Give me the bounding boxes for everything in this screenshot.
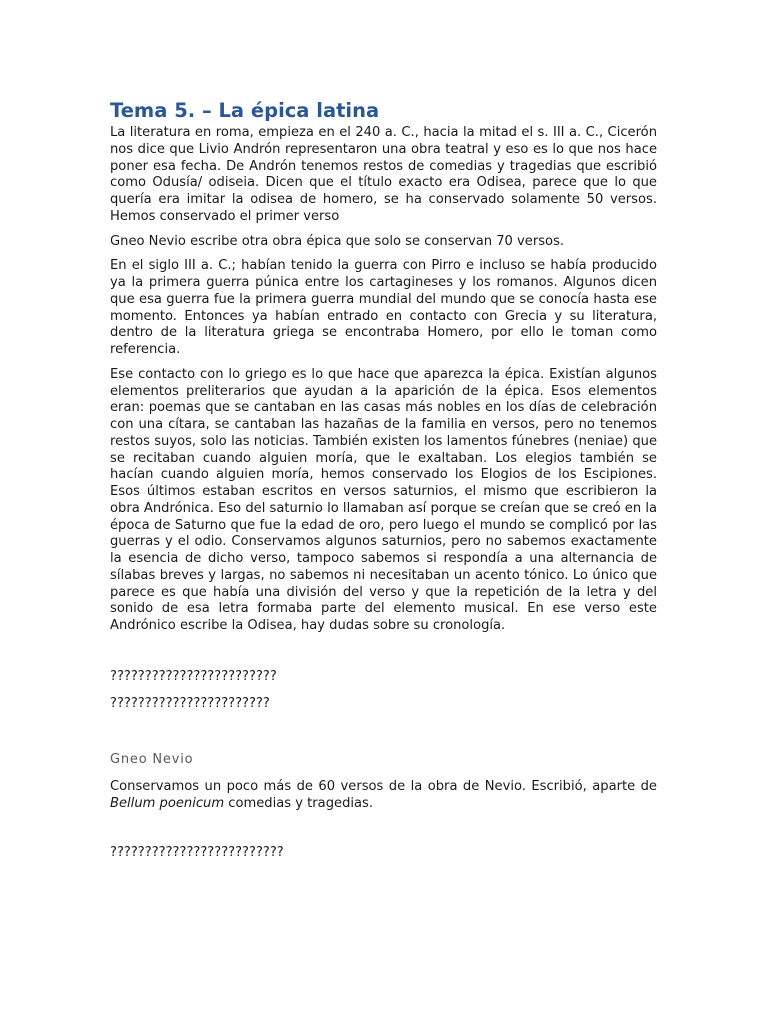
paragraph-nevio-mention: Gneo Nevio escribe otra obra épica que solo se conservan 70 versos. xyxy=(110,233,565,249)
paragraph-nevio-text: Conservamos un poco más de 60 versos de la obra de Nevio. Escribió, aparte de xyxy=(110,779,657,795)
document-title: Tema 5. – La épica latina xyxy=(110,99,380,122)
greek-verse-line: ????????????????????????? xyxy=(110,844,284,860)
work-title-italic: Bellum poenicum xyxy=(110,796,225,811)
greek-verse-line: ???????????????????????? xyxy=(110,668,277,684)
paragraph-intro: La literatura en roma, empieza en el 240 a. C., hacia la mitad el s. III a. C., Cicerón nos dice que Livio Andrón representaron una obra teatral y eso es lo que nos hace poner esa fecha. De Andrón tenemos restos de comedias y tragedias que escribió como Odusía/ odiseia. Dicen que el título exacto era Odisea, parece que lo que quería era imitar la odisea de homero, se ha conservado solamente 50 versos. Hemos conservado el primer verso xyxy=(110,125,657,224)
greek-verse-line: ??????????????????????? xyxy=(110,695,270,711)
paragraph-nevio xyxy=(110,779,657,813)
paragraph-epic-origins: Ese contacto con lo griego es lo que hace que aparezca la épica. Existían algunos elementos preliterarios que ayudan a la aparición de la épica. Esos elementos eran: poemas que se cantaban en las casas más nobles en los días de celebración con una cítara, se cantaban las hazañas de la familia en versos, pero no tenemos restos suyos, solo las noticias. También existen los lamentos fúnebres (neniae) que se recitaban cuando alguien moría, que le exaltaban. Los elegios también se hacían cuando alguien moría, hemos conservado los Elogios de los Escipiones. Esos últimos estaban escritos en versos saturnios, el mismo que escribieron la obra Andrónica. Eso del saturnio lo llamaban así porque se creían que se creó en la época de Saturno que fue la edad de oro, pero luego el mundo se complicó por las guerras y el odio. Conservamos algunos saturnios, pero no sabemos exactamente la esencia de dicho verso, tampoco sabemos si respondía a una alternancia de sílabas breves y largas, no sabemos ni necesitaban un acento tónico. Lo único que parece es que había una división del verso y que la repetición de la letra y del sonido de esa letra formaba parte del elemento musical. En ese verso este Andrónico escribe la Odisea, hay dudas sobre su cronología. xyxy=(110,366,657,633)
document-body xyxy=(110,97,657,872)
paragraph-historical-context: En el siglo III a. C.; habían tenido la guerra con Pirro e incluso se había producido ya la primera guerra púnica entre los cartagineses y los romanos. Algunos dicen que esa guerra fue la primera guerra mundial del mundo que se conocía hasta ese momento. Entonces ya habían entrado en contacto con Grecia y su literatura, dentro de la literatura griega se encontraba Homero, por ello le toman como referencia. xyxy=(110,258,657,357)
paragraph-nevio-text-end: comedias y tragedias. xyxy=(224,796,374,811)
section-subheading: Gneo Nevio xyxy=(110,752,194,768)
